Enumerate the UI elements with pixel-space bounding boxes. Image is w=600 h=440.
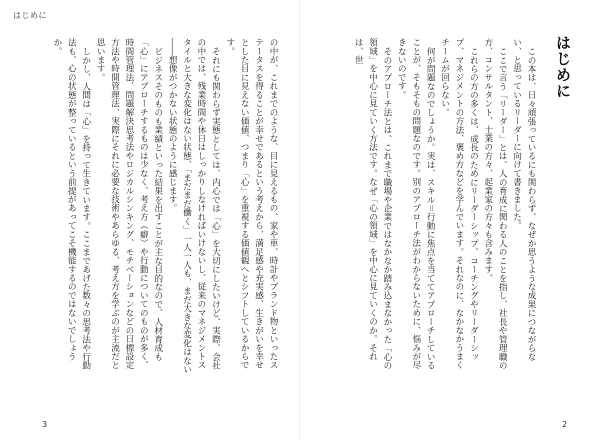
body-paragraph: の中が、これまでのような、目に見えるもの、家や車、時計やブランド物といったステータスを得ることが幸せであるという考えから、満足感や充実感、生きがいを幸せとした目に見えない価値、つまり「心」を重視する価値観へとシフトしているからです。 bbox=[224, 38, 278, 370]
left-page-body bbox=[51, 38, 280, 374]
body-paragraph: この本は、日々頑張っているにも関わらず、なぜか思うような成果につながらない、と思っているリーダーに向けて書きました。 bbox=[511, 38, 536, 361]
body-paragraph: これらの方の多くは、成長のためにリーダーシップ、コーチングやリーダーシップ、マネジメントの方法、褒め方などを学んでいます。それなのに、なかなかうまくチームが回らない。 bbox=[439, 38, 479, 370]
running-head: はじめに bbox=[13, 11, 47, 20]
right-page-body bbox=[322, 38, 538, 374]
body-paragraph: ビジネスそのものも業績といった結果を出すことが主な目的なので、人材育成も「心」にアプローチするものは少なく、考え方（癖）や行動についてのものが多く、時間管理法、問題解決思考法やロジカルシンキング、モチベーションなどの日標設定方法や時間管理法、実際にそれに必要な技術やあらゆる、考え方を学ぶのが主流だと思います。 bbox=[95, 38, 163, 370]
body-paragraph: それにも関わらず実態としては、内心では「心」を大切にしたいけど、実際、会社の中では、残業時間や休日はしっかりしなければいけないし、従来のマネジメントスタイルと大きな変化はない状態、「まだまだ働く」一人一人も、まだ大きな変化はない――想像がつかない状態のように感じます。 bbox=[167, 38, 221, 374]
body-paragraph: 何が問題なのでしょうか。実は、スキル＝行動に焦点を当ててアプローチしていることが、そもそもの問題なのです。別のアプローチ法がわからないために、悩みが尽きないのです。 bbox=[396, 38, 436, 370]
body-paragraph: しかし、人間は「心」を持って生きています。ここまであげた数々の思考法や行動法も、心の状態が整っているという前提があってこそ機能するのではないでしょうか。 bbox=[51, 38, 91, 370]
page-number-left: 3 bbox=[42, 420, 48, 429]
body-paragraph: ここで言う「リーダー」とは、人の育成に関わる人のことを指し、社長や管理職の方、コンサルタント、士業の方々、起業家の方々も含みます。 bbox=[482, 38, 508, 370]
body-paragraph: そのアプローチ法とは、これまで職場や企業ではなかなか踏み込まなかった「心の領域」を中心に見ていく方法です。なぜ「心の領域」を中心に見ていくのか。それは、世 bbox=[353, 38, 392, 370]
chapter-title: はじめに bbox=[554, 35, 572, 99]
page-number-right: 2 bbox=[562, 420, 568, 429]
